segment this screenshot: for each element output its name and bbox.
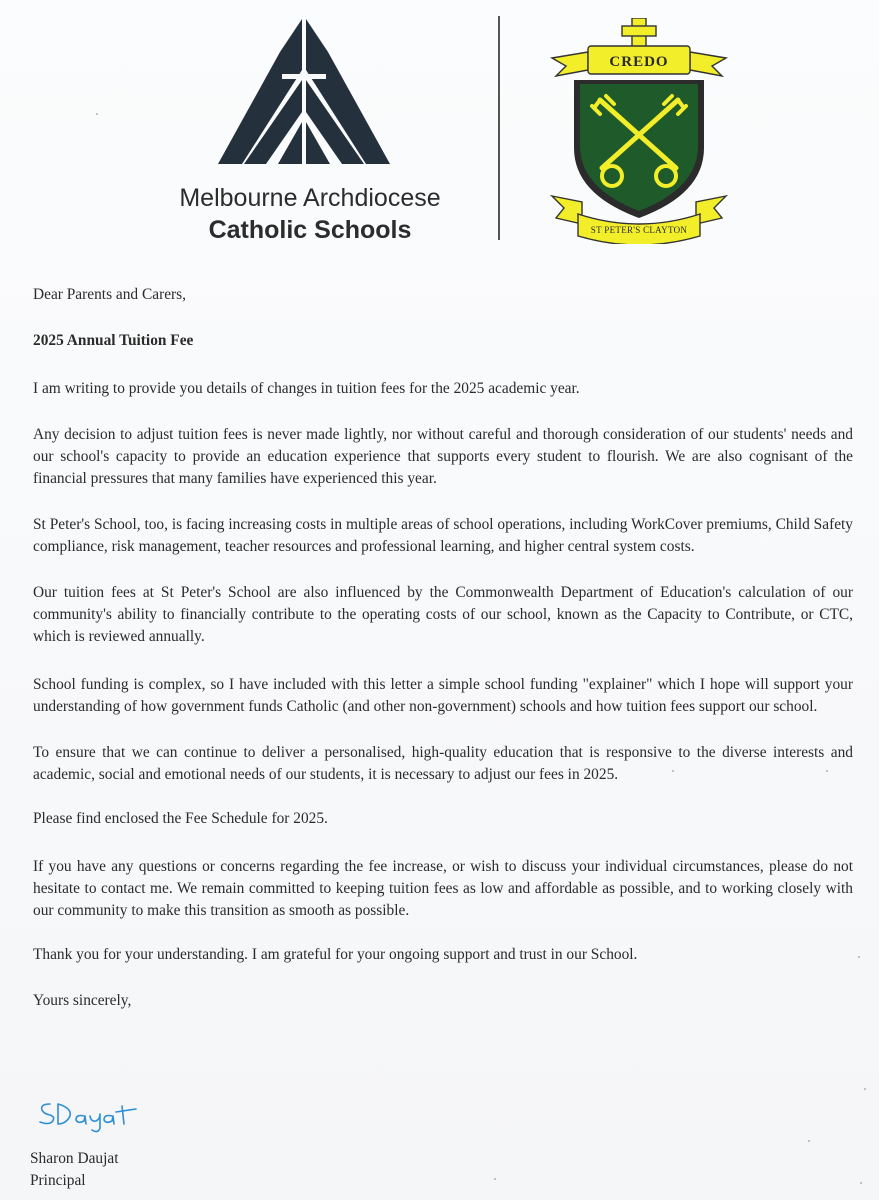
org-name-line-2: Catholic Schools: [208, 216, 412, 244]
letter-body: [33, 284, 853, 1012]
paragraph-7: Please find enclosed the Fee Schedule for 2025.: [33, 810, 328, 827]
letter-subject: 2025 Annual Tuition Fee: [33, 332, 194, 349]
salutation: Dear Parents and Carers,: [33, 286, 186, 303]
scan-speck: [826, 770, 828, 772]
scan-speck: [96, 113, 98, 115]
header-divider: [498, 16, 500, 240]
mac-a-mark-icon: [218, 14, 390, 164]
crest-banner: ST PETER'S CLAYTON: [590, 225, 688, 235]
paragraph-9: Thank you for your understanding. I am grateful for your ongoing support and trust in our School.: [33, 946, 638, 963]
closing: Yours sincerely,: [33, 992, 132, 1009]
scan-speck: [672, 770, 674, 772]
scan-speck: [860, 1182, 862, 1184]
crest-motto: CREDO: [609, 54, 669, 70]
scan-speck: [808, 1140, 810, 1142]
scan-speck: [864, 1088, 866, 1090]
paragraph-5: School funding is complex, so I have included with this letter a simple school funding "explainer" which I hope will support your understanding of how government funds Catholic (and other non-government) schools and how tuition fees support our school.: [33, 676, 853, 715]
signer-name: Sharon Daujat: [30, 1150, 119, 1167]
scan-speck: [494, 1178, 496, 1180]
paragraph-2: Any decision to adjust tuition fees is never made lightly, nor without careful and thorough consideration of our students' needs and our school's capacity to provide an education experience that supports every student to flourish. We are also cognisant of the financial pressures that many families have experienced this year.: [33, 426, 853, 487]
mac-logo: [160, 14, 460, 244]
paragraph-8: If you have any questions or concerns regarding the fee increase, or wish to discuss your individual circumstances, please do not hesitate to contact me. We remain committed to keeping tuition fees as low and affordable as possible, and to working closely with our community to make this transition as smooth as possible.: [33, 858, 853, 919]
school-crest-icon: [548, 18, 730, 244]
scan-speck: [858, 956, 860, 958]
signature: [36, 1094, 146, 1134]
paragraph-6: To ensure that we can continue to deliver a personalised, high-quality education that is responsive to the diverse interests and academic, social and emotional needs of our students, it is necessary to adjust our fees in 2025.: [33, 744, 853, 783]
paragraph-3: St Peter's School, too, is facing increasing costs in multiple areas of school operations, including WorkCover premiums, Child Safety compliance, risk management, teacher resources and professional learning, and higher central system costs.: [33, 516, 853, 555]
org-name-line-1: Melbourne Archdiocese: [179, 184, 441, 212]
paragraph-1: I am writing to provide you details of changes in tuition fees for the 2025 academic year.: [33, 380, 580, 397]
signer-title: Principal: [30, 1172, 86, 1189]
paragraph-4: Our tuition fees at St Peter's School are also influenced by the Commonwealth Department of Education's calculation of our community's ability to financially contribute to the operating costs of our school, known as the Capacity to Contribute, or CTC, which is reviewed annually.: [33, 584, 853, 645]
